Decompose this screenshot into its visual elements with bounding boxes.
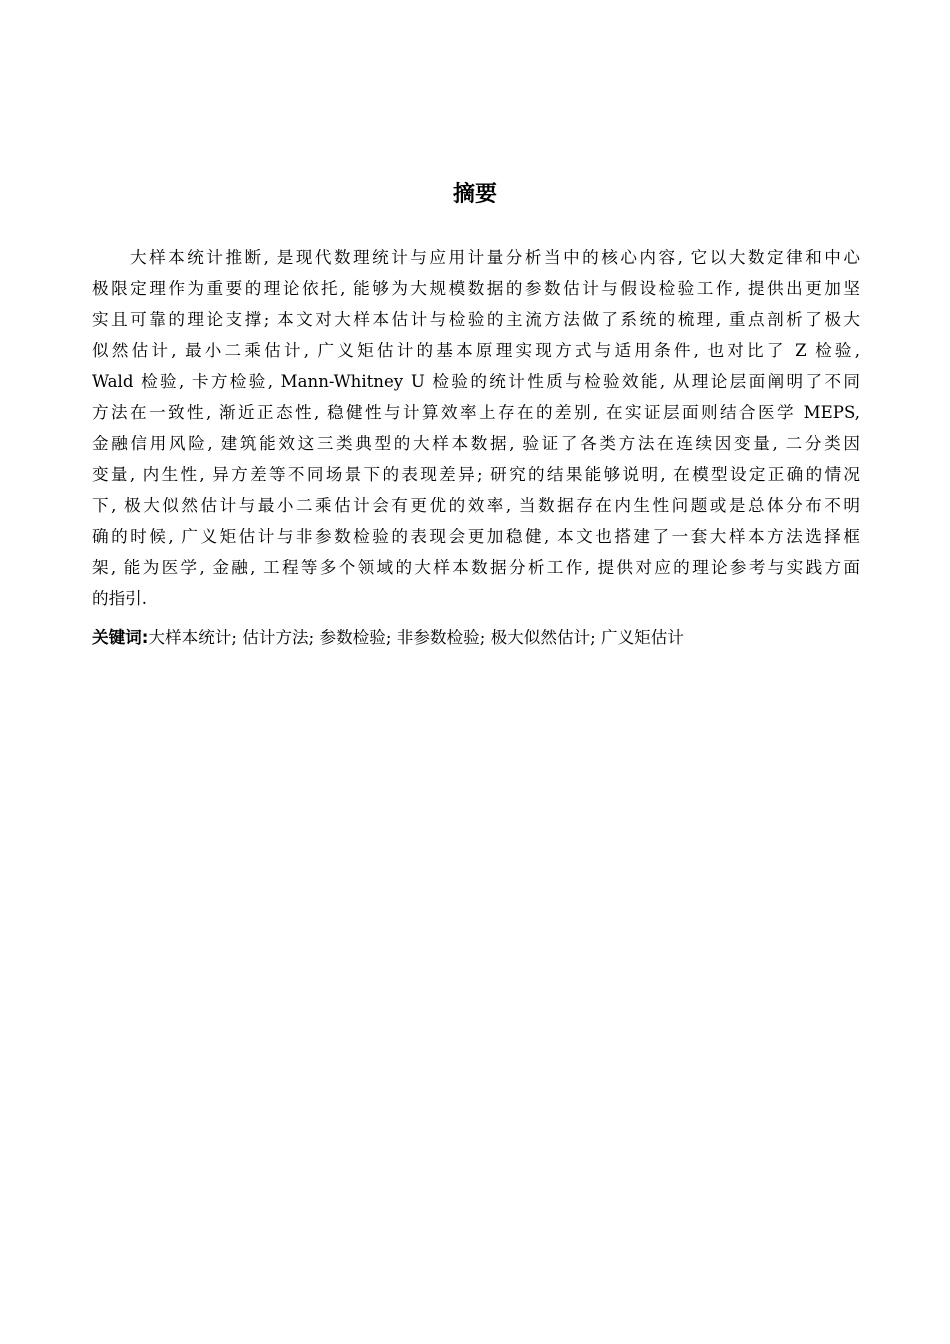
abstract-line: 极限定理作为重要的理论依托, 能够为大规模数据的参数估计与假设检验工作, 提供出更加坚 bbox=[92, 279, 860, 298]
abstract-line: 下, 极大似然估计与最小二乘估计会有更优的效率, 当数据存在内生性问题或是总体分布不明 bbox=[92, 496, 860, 515]
abstract-line: 方法在一致性, 渐近正态性, 稳健性与计算效率上存在的差别, 在实证层面则结合医学 MEPS, bbox=[92, 403, 860, 422]
abstract-title: 摘要 bbox=[452, 182, 497, 207]
keywords-text: 大样本统计; 估计方法; 参数检验; 非参数检验; 极大似然估计; 广义矩估计 bbox=[148, 628, 684, 647]
abstract-line: 实且可靠的理论支撑; 本文对大样本估计与检验的主流方法做了系统的梳理, 重点剖析了极大 bbox=[92, 310, 860, 329]
abstract-line: 架, 能为医学, 金融, 工程等多个领域的大样本数据分析工作, 提供对应的理论参考与实践方面 bbox=[92, 558, 860, 577]
abstract-body bbox=[92, 242, 860, 614]
abstract-line: 大样本统计推断, 是现代数理统计与应用计量分析当中的核心内容, 它以大数定律和中心 bbox=[130, 248, 860, 267]
abstract-line: 似然估计, 最小二乘估计, 广义矩估计的基本原理实现方式与适用条件, 也对比了 Z 检验, bbox=[92, 341, 860, 360]
abstract-line: 变量, 内生性, 异方差等不同场景下的表现差异; 研究的结果能够说明, 在模型设定正确的情况 bbox=[92, 465, 860, 484]
keywords-label: 关键词: bbox=[92, 628, 149, 647]
abstract-line: 金融信用风险, 建筑能效这三类典型的大样本数据, 验证了各类方法在连续因变量, 二分类因 bbox=[92, 434, 860, 453]
abstract-line: Wald 检验, 卡方检验, Mann-Whitney U 检验的统计性质与检验效能, 从理论层面阐明了不同 bbox=[92, 372, 860, 391]
abstract-line: 确的时候, 广义矩估计与非参数检验的表现会更加稳健, 本文也搭建了一套大样本方法选择框 bbox=[92, 527, 860, 546]
abstract-line: 的指引. bbox=[92, 589, 148, 608]
keywords-line bbox=[92, 622, 860, 653]
